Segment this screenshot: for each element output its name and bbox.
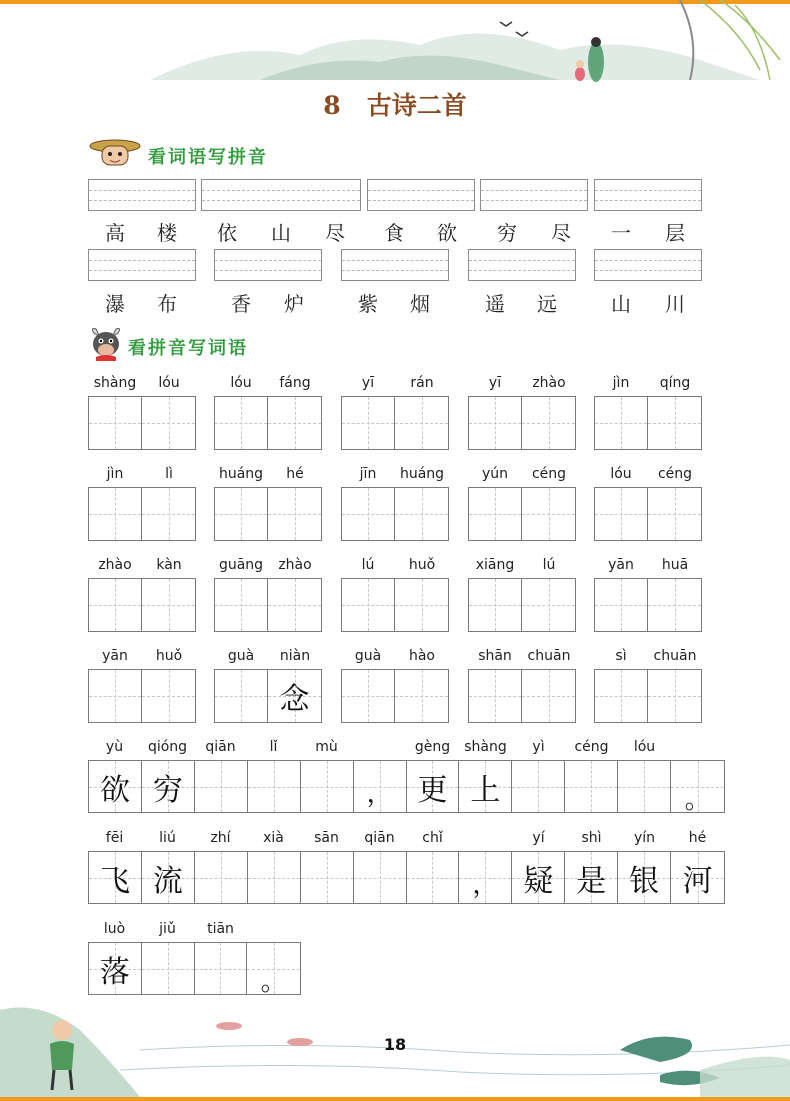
character-writing-grid xyxy=(88,578,196,632)
word-label-char: 布 xyxy=(157,292,177,316)
pinyin-label: yī xyxy=(488,375,502,391)
character-cell[interactable] xyxy=(648,670,701,722)
poem-pinyin-label: qiān xyxy=(364,830,395,846)
character-writing-grid xyxy=(341,396,449,450)
pinyin-answer-box[interactable] xyxy=(214,249,322,281)
pinyin-label: chuān xyxy=(527,648,571,664)
character-cell[interactable] xyxy=(522,670,575,722)
poem-pinyin-label: yín xyxy=(633,830,656,846)
character-cell[interactable] xyxy=(395,397,448,449)
character-writing-grid xyxy=(594,487,702,541)
pinyin-label: lú xyxy=(542,557,556,573)
pinyin-label: yī xyxy=(361,375,375,391)
character-cell-text: 。 xyxy=(260,967,287,997)
word-label-char: 香 xyxy=(231,292,251,316)
character-writing-grid xyxy=(88,487,196,541)
character-cell-text: ， xyxy=(366,779,393,809)
character-cell-text: 念 xyxy=(279,682,310,717)
character-cell[interactable] xyxy=(268,397,321,449)
character-writing-grid xyxy=(468,396,576,450)
pinyin-label: huáng xyxy=(399,466,445,482)
pinyin-label: huǒ xyxy=(155,648,183,664)
character-cell[interactable] xyxy=(215,579,268,631)
pinyin-label: chuān xyxy=(653,648,697,664)
character-cell[interactable] xyxy=(195,761,248,812)
pinyin-label: jīn xyxy=(359,466,377,482)
character-cell[interactable] xyxy=(469,397,522,449)
character-cell[interactable] xyxy=(618,761,671,812)
word-label-char: 食 xyxy=(384,221,404,245)
character-cell[interactable] xyxy=(395,579,448,631)
poem-line-grid xyxy=(88,760,725,813)
character-cell[interactable] xyxy=(142,943,195,994)
pinyin-label: hé xyxy=(286,466,304,482)
character-cell[interactable] xyxy=(248,852,301,903)
pinyin-label: huǒ xyxy=(408,557,436,573)
character-cell-text: 飞 xyxy=(99,863,130,899)
character-cell-text: 流 xyxy=(152,863,183,899)
poem-pinyin-label: qiān xyxy=(205,739,236,755)
poem-pinyin-label: céng xyxy=(574,739,609,755)
character-cell[interactable] xyxy=(522,579,575,631)
pinyin-label: yún xyxy=(481,466,509,482)
poem-pinyin-label: hé xyxy=(688,830,707,846)
poem-pinyin-label: sān xyxy=(314,830,339,846)
pinyin-label: zhào xyxy=(98,557,132,573)
character-cell[interactable] xyxy=(215,397,268,449)
pinyin-answer-box[interactable] xyxy=(594,179,702,211)
pinyin-label: guà xyxy=(354,648,382,664)
pinyin-answer-box[interactable] xyxy=(468,249,576,281)
poem-pinyin-label: yì xyxy=(532,739,545,755)
pinyin-label: lú xyxy=(361,557,375,573)
poem-pinyin-label: shì xyxy=(581,830,602,846)
character-cell[interactable] xyxy=(565,761,618,812)
character-cell[interactable] xyxy=(648,397,701,449)
character-writing-grid xyxy=(214,669,322,723)
character-cell-text: 更 xyxy=(417,772,448,808)
character-cell[interactable] xyxy=(89,579,142,631)
character-writing-grid xyxy=(88,396,196,450)
character-writing-grid xyxy=(468,487,576,541)
pinyin-answer-box[interactable] xyxy=(88,179,196,211)
character-cell[interactable] xyxy=(248,761,301,812)
character-cell-text: 落 xyxy=(99,954,130,990)
pinyin-answer-box[interactable] xyxy=(594,249,702,281)
character-cell[interactable] xyxy=(268,579,321,631)
pinyin-label: lì xyxy=(165,466,173,482)
character-cell[interactable] xyxy=(459,761,512,812)
word-label-char: 依 xyxy=(217,221,237,245)
character-cell[interactable] xyxy=(512,852,565,903)
character-cell[interactable] xyxy=(89,943,142,994)
pinyin-label: guāng xyxy=(218,557,264,573)
poem-pinyin-label: shàng xyxy=(464,739,507,755)
pinyin-label: lóu xyxy=(158,375,180,391)
character-writing-grid xyxy=(88,669,196,723)
pinyin-label: céng xyxy=(531,466,567,482)
pinyin-label: huáng xyxy=(218,466,264,482)
poem-line-grid xyxy=(88,942,301,995)
character-writing-grid xyxy=(214,578,322,632)
character-cell-text: 穷 xyxy=(152,772,183,808)
character-writing-grid xyxy=(214,487,322,541)
word-label-char: 楼 xyxy=(157,221,177,245)
character-cell[interactable] xyxy=(595,488,648,540)
punctuation-cell xyxy=(459,852,512,903)
punctuation-cell xyxy=(671,761,724,815)
word-label-char: 远 xyxy=(537,292,557,316)
pinyin-answer-box[interactable] xyxy=(88,249,196,281)
character-writing-grid xyxy=(341,487,449,541)
poem-pinyin-label: yù xyxy=(105,739,124,755)
character-cell[interactable] xyxy=(142,670,195,722)
word-label-char: 一 xyxy=(611,221,631,245)
character-cell-text: 上 xyxy=(470,772,501,808)
character-cell[interactable] xyxy=(595,670,648,722)
poem-pinyin-label: zhí xyxy=(210,830,231,846)
character-cell[interactable] xyxy=(89,852,142,903)
poem-pinyin-label: lóu xyxy=(633,739,656,755)
word-label-char: 紫 xyxy=(358,292,378,316)
poem-pinyin-label: luò xyxy=(103,921,126,937)
character-writing-grid xyxy=(468,669,576,723)
poem-line-grid xyxy=(88,851,725,904)
pinyin-answer-box[interactable] xyxy=(480,179,588,211)
page-title xyxy=(0,86,790,122)
character-writing-grid xyxy=(468,578,576,632)
character-cell[interactable] xyxy=(565,852,618,903)
poem-pinyin-label: xià xyxy=(263,830,284,846)
character-cell[interactable] xyxy=(301,852,354,903)
character-cell-text: 银 xyxy=(629,863,660,899)
character-cell[interactable] xyxy=(142,761,195,812)
pinyin-label: niàn xyxy=(279,648,311,664)
character-cell[interactable] xyxy=(268,670,321,722)
character-cell[interactable] xyxy=(342,397,395,449)
poem-pinyin-label: gèng xyxy=(414,739,451,755)
pinyin-answer-box[interactable] xyxy=(201,179,361,211)
punctuation-cell xyxy=(247,943,300,997)
pinyin-answer-box[interactable] xyxy=(341,249,449,281)
pinyin-label: hào xyxy=(408,648,436,664)
word-label-char: 炉 xyxy=(284,292,304,316)
character-cell[interactable] xyxy=(301,761,354,812)
pinyin-label: céng xyxy=(657,466,693,482)
character-cell[interactable] xyxy=(89,397,142,449)
character-cell[interactable] xyxy=(512,761,565,812)
character-writing-grid xyxy=(341,578,449,632)
straw-hat-child-icon xyxy=(88,137,142,169)
poem-pinyin-label: chǐ xyxy=(422,830,443,846)
character-cell[interactable] xyxy=(469,488,522,540)
pinyin-label: fáng xyxy=(279,375,311,391)
pinyin-label: shàng xyxy=(93,375,137,391)
poem-pinyin-label: lǐ xyxy=(269,739,278,755)
poem-pinyin-label: liú xyxy=(159,830,176,846)
section-heading-word-to-pinyin: 看词语写拼音 xyxy=(148,147,268,168)
character-cell-text: 疑 xyxy=(523,863,554,899)
character-cell[interactable] xyxy=(407,852,460,903)
character-cell[interactable] xyxy=(89,670,142,722)
character-cell[interactable] xyxy=(215,488,268,540)
character-cell[interactable] xyxy=(215,670,268,722)
word-label-char: 瀑 xyxy=(105,292,125,316)
page-number: 18 xyxy=(383,1035,407,1054)
character-cell[interactable] xyxy=(407,761,460,812)
pinyin-label: xiāng xyxy=(475,557,515,573)
word-label-char: 烟 xyxy=(410,292,430,316)
character-cell[interactable] xyxy=(142,397,195,449)
character-cell[interactable] xyxy=(342,488,395,540)
character-cell[interactable] xyxy=(195,852,248,903)
character-cell[interactable] xyxy=(595,579,648,631)
word-label-char: 高 xyxy=(105,221,125,245)
character-cell[interactable] xyxy=(671,852,724,903)
character-cell[interactable] xyxy=(89,488,142,540)
pinyin-label: jìn xyxy=(106,466,124,482)
word-label-char: 遥 xyxy=(485,292,505,316)
word-label-char: 尽 xyxy=(551,221,571,245)
word-label-char: 层 xyxy=(665,221,685,245)
pinyin-label: sì xyxy=(615,648,627,664)
character-cell[interactable] xyxy=(648,488,701,540)
poem-pinyin-label: yí xyxy=(532,830,545,846)
word-label-char: 山 xyxy=(611,292,631,316)
character-cell-text: 是 xyxy=(576,863,607,899)
punctuation-cell xyxy=(354,761,407,812)
lesson-number: 8 xyxy=(323,91,341,120)
pinyin-label: huā xyxy=(661,557,689,573)
word-label-char: 穷 xyxy=(497,221,517,245)
pinyin-label: lóu xyxy=(230,375,252,391)
pinyin-label: zhào xyxy=(532,375,566,391)
pinyin-label: guà xyxy=(227,648,255,664)
character-cell[interactable] xyxy=(395,670,448,722)
poem-pinyin-label: mù xyxy=(315,739,338,755)
word-label-char: 山 xyxy=(271,221,291,245)
lesson-title: 古诗二首 xyxy=(366,91,467,120)
character-cell[interactable] xyxy=(395,488,448,540)
word-label-char: 欲 xyxy=(437,221,457,245)
character-cell[interactable] xyxy=(142,579,195,631)
character-cell[interactable] xyxy=(268,488,321,540)
character-writing-grid xyxy=(594,396,702,450)
character-cell[interactable] xyxy=(142,852,195,903)
character-cell[interactable] xyxy=(195,943,248,994)
pinyin-label: qíng xyxy=(659,375,691,391)
character-cell[interactable] xyxy=(618,852,671,903)
pinyin-label: rán xyxy=(410,375,434,391)
pinyin-label: shān xyxy=(478,648,512,664)
character-cell-text: 欲 xyxy=(99,772,130,808)
pinyin-label: yān xyxy=(102,648,128,664)
character-cell[interactable] xyxy=(522,488,575,540)
pinyin-label: yān xyxy=(608,557,634,573)
poem-pinyin-label: fēi xyxy=(105,830,124,846)
character-cell[interactable] xyxy=(469,579,522,631)
ox-mascot-icon xyxy=(88,327,124,361)
character-cell[interactable] xyxy=(595,397,648,449)
mountain-landscape-illustration xyxy=(0,0,790,85)
character-writing-grid xyxy=(214,396,322,450)
character-writing-grid xyxy=(594,669,702,723)
pinyin-label: lóu xyxy=(610,466,632,482)
pinyin-answer-box[interactable] xyxy=(367,179,475,211)
character-cell[interactable] xyxy=(89,761,142,812)
character-cell[interactable] xyxy=(342,579,395,631)
character-cell-text: 河 xyxy=(682,863,713,899)
character-cell[interactable] xyxy=(354,852,407,903)
character-writing-grid xyxy=(594,578,702,632)
poem-pinyin-label: tiān xyxy=(207,921,234,937)
character-cell-text: ， xyxy=(472,870,499,900)
character-cell-text: 。 xyxy=(684,785,711,815)
pinyin-label: kàn xyxy=(156,557,182,573)
character-cell[interactable] xyxy=(142,488,195,540)
character-cell[interactable] xyxy=(469,670,522,722)
character-cell[interactable] xyxy=(648,579,701,631)
section-heading-pinyin-to-word: 看拼音写词语 xyxy=(128,338,248,359)
poem-pinyin-label: jiǔ xyxy=(159,921,176,937)
character-writing-grid xyxy=(341,669,449,723)
pinyin-label: jìn xyxy=(612,375,630,391)
poem-pinyin-label: qióng xyxy=(147,739,188,755)
word-label-char: 尽 xyxy=(325,221,345,245)
character-cell[interactable] xyxy=(342,670,395,722)
word-label-char: 川 xyxy=(665,292,685,316)
bottom-orange-bar xyxy=(0,1097,790,1101)
character-cell[interactable] xyxy=(522,397,575,449)
pinyin-label: zhào xyxy=(278,557,312,573)
